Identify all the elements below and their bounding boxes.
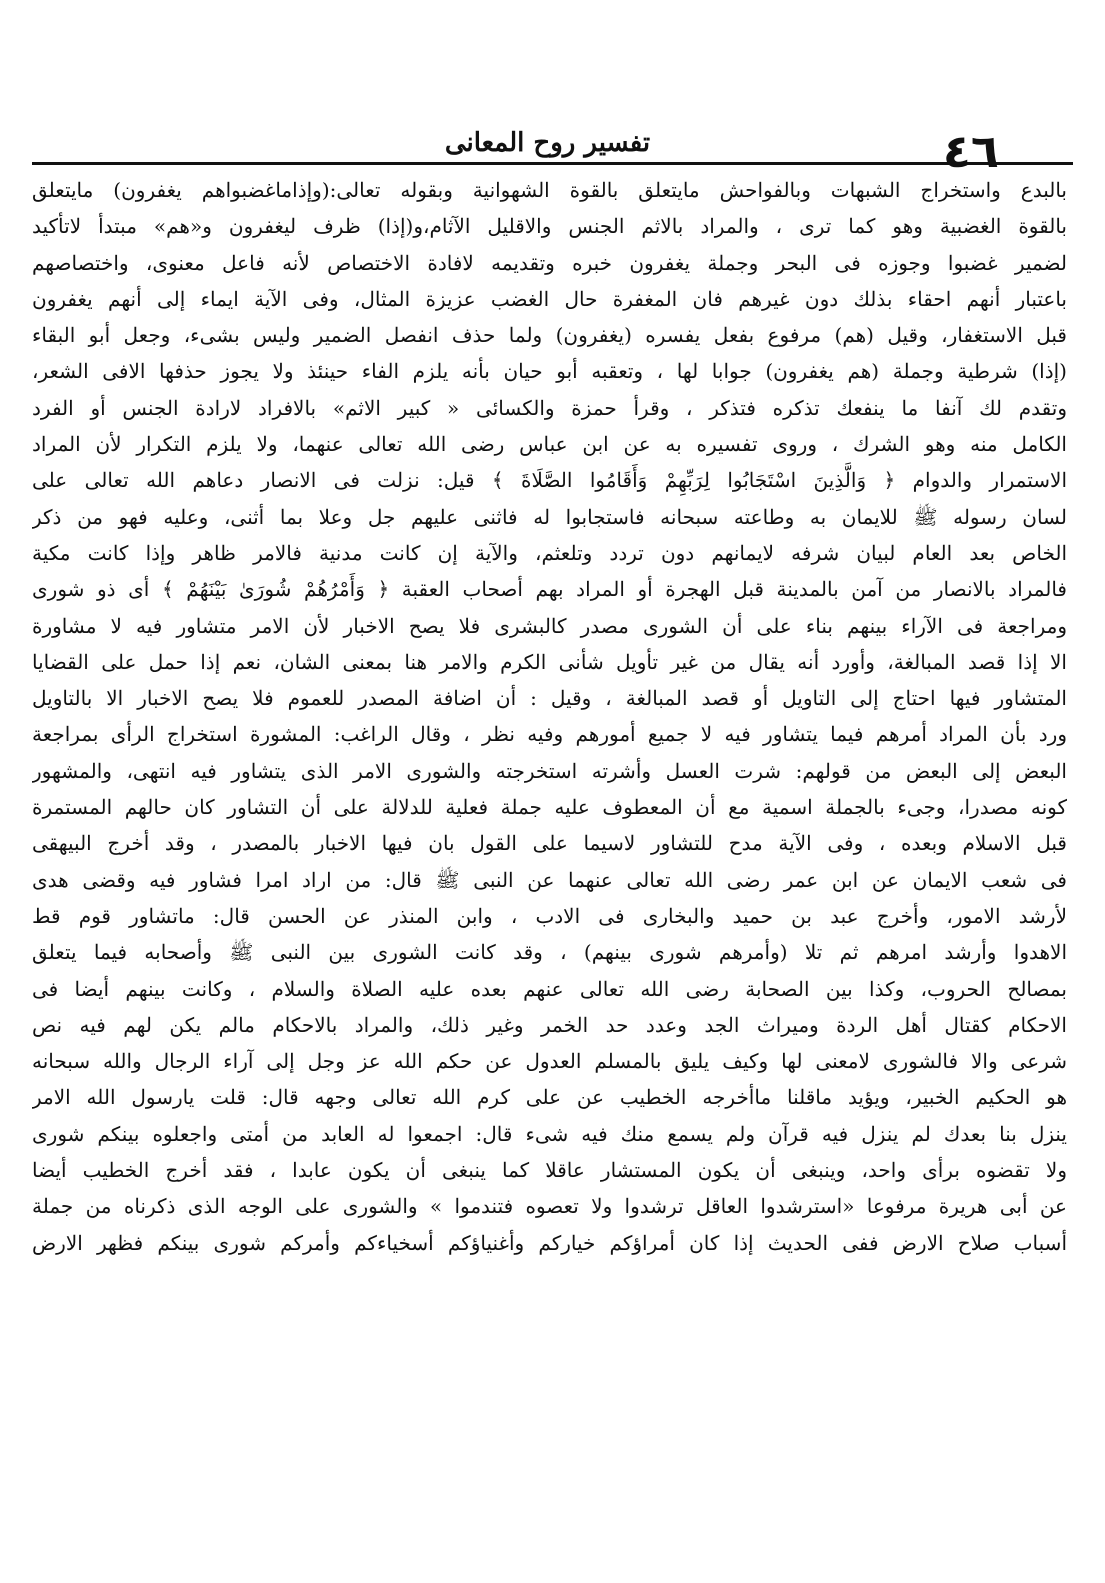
text-line: فى شعب الايمان عن ابن عمر رضى الله تعالى عنهما عن النبى ﷺ قال: من اراد امرا فشاور فيه وقضى هدى bbox=[32, 867, 1067, 892]
text-line: بالبدع واستخراج الشبهات وبالفواحش مايتعلق بالقوة الشهوانية وبقوله تعالى:(وإذاماغضبواهم يغفرون) مايتعلق bbox=[32, 178, 1067, 202]
text-line: قبل الاستغفار، وقيل (هم) مرفوع بفعل يفسره (يغفرون) ولما حذف انفصل الضمير وليس بشىء، وجعل أبو البقاء bbox=[32, 323, 1067, 348]
text-line: الاحكام كقتال أهل الردة وميراث الجد وعدد حد الخمر وغير ذلك، والمراد بالاحكام مالم يكن لهم فيه نص bbox=[32, 1012, 1067, 1037]
text-line: ولا تقضوه برأى واحد، وينبغى أن يكون المستشار عاقلا كما ينبغى أن يكون عابدا ، فقد أخرج الخطيب أيضا bbox=[32, 1158, 1067, 1183]
text-line: فالمراد بالانصار من آمن بالمدينة قبل الهجرة أو المراد بهم أصحاب العقبة ﴿ وَأَمْرُهُمْ شُورَىٰ بَيْنَهُمْ ﴾ أى ذو شورى bbox=[32, 577, 1067, 602]
text-line: وتقدم لك آنفا ما ينفعك تذكره فتذكر ، وقرأ حمزة والكسائى « كبير الاثم» بالافراد لارادة الجنس أو الفرد bbox=[32, 395, 1067, 420]
text-line: الكامل منه وهو الشرك ، وروى تفسيره به عن ابن عباس رضى الله تعالى عنهما، ولا يلزم التكرار لأن المراد bbox=[32, 432, 1067, 457]
text-line: باعتبار أنهم احقاء بذلك دون غيرهم فان المغفرة حال الغضب عزيزة المثال، وفى الآية ايماء إلى أنهم يغفرون bbox=[32, 286, 1067, 311]
text-line: قبل الاسلام وبعده ، وفى الآية مدح للتشاور لاسيما على القول بان فيها الاخبار بالمصدر ، وقد أخرج البيهقى bbox=[32, 831, 1067, 856]
page-header bbox=[30, 0, 1065, 178]
body-text bbox=[32, 172, 1067, 1261]
text-line: لأرشد الامور، وأخرج عبد بن حميد والبخارى فى الادب ، وابن المنذر عن الحسن قال: ماتشاور قوم قط bbox=[32, 903, 1067, 928]
text-line: الخاص بعد العام لبيان شرفه لايمانهم دون تردد وتلعثم، والآية إن كانت مدنية فالامر ظاهر وإذا كانت مكية bbox=[32, 540, 1067, 565]
page-number: ٤٦ bbox=[942, 124, 999, 178]
text-line: المتشاور فيها احتاج إلى التاويل أو قصد المبالغة ، وقيل : أن اضافة المصدر للعموم فلا يصح الاخبار الا بالتاويل bbox=[32, 686, 1067, 711]
text-line: ينزل بنا بعدك لم ينزل فيه قرآن ولم يسمع منك فيه شىء قال: اجمعوا له العابد من أمتى واجعلوه بينكم شورى bbox=[32, 1121, 1067, 1146]
text-line: لسان رسوله ﷺ للايمان به وطاعته سبحانه فاستجابوا له فاثنى عليهم جل وعلا بما أثنى، وعليه فهو من ذكر bbox=[32, 504, 1067, 529]
text-line: ومراجعة فى الآراء بينهم بناء على أن الشورى مصدر كالبشرى فلا يصح الاخبار لأن الامر متشاور فيه لا مشاورة bbox=[32, 613, 1067, 638]
text-line: شرعى والا فالشورى لامعنى لها وكيف يليق بالمسلم العدول عن حكم الله عز وجل إلى آراء الرجال والله سبحانه bbox=[32, 1049, 1067, 1074]
text-line: أسباب صلاح الارض ففى الحديث إذا كان أمراؤكم خياركم وأغنياؤكم أسخياءكم وأمركم شورى بينكم فظهر الارض bbox=[32, 1230, 1067, 1255]
text-line: الاستمرار والدوام ﴿ وَالَّذِينَ اسْتَجَابُوا لِرَبِّهِمْ وَأَقَامُوا الصَّلَاةَ ﴾ قيل: نزلت فى الانصار دعاهم الله تعالى على bbox=[32, 468, 1067, 493]
text-line: الاهدوا وأرشد امرهم ثم تلا (وأمرهم شورى بينهم) ، وقد كانت الشورى بين النبى ﷺ وأصحابه فيما يتعلق bbox=[32, 940, 1067, 965]
text-line: ورد بأن المراد أمرهم فيما يتشاور فيه لا جميع أمورهم وفيه نظر ، وقال الراغب: المشورة استخراج الرأى بمراجعة bbox=[32, 722, 1067, 747]
text-line: عن أبى هريرة مرفوعا «استرشدوا العاقل ترشدوا ولا تعصوه فتندموا » والشورى على الوجه الذى ذكرناه من جملة bbox=[32, 1194, 1067, 1219]
text-line: بمصالح الحروب، وكذا بين الصحابة رضى الله تعالى عنهم بعده عليه الصلاة والسلام ، وكانت بينهم أيضا فى bbox=[32, 976, 1067, 1001]
running-title: تفسير روح المعانى bbox=[444, 128, 651, 158]
text-line: (إذا) شرطية وجملة (هم يغفرون) جوابا لها ، وتعقبه أبو حيان بأنه يلزم الفاء حينئذ ولا يجوز حذفها الافى الشعر، bbox=[32, 359, 1067, 384]
text-line: لضمير غضبوا وجوزه فى البحر وجملة يغفرون خبره وتقديمه لافادة الاختصاص لأنه فاعل معنوى، واختصاصهم bbox=[32, 250, 1067, 275]
text-line: كونه مصدرا، وجىء بالجملة اسمية مع أن المعطوف عليه جملة فعلية للدلالة على أن التشاور كان حالهم المستمرة bbox=[32, 795, 1067, 820]
text-line: البعض إلى البعض من قولهم: شرت العسل وأشرته استخرجته والشورى الامر الذى يتشاور فيه انتهى، والمشهور bbox=[32, 758, 1067, 783]
text-line: الا إذا قصد المبالغة، وأورد أنه يقال من غير تأويل شأنى الكرم والامر هنا بمعنى الشان، نعم إذا حمل على القضايا bbox=[32, 649, 1067, 674]
text-line: هو الحكيم الخبير، ويؤيد ماقلنا ماأخرجه الخطيب عن على كرم الله تعالى وجهه قال: قلت يارسول الله الامر bbox=[32, 1085, 1067, 1110]
header-rule bbox=[32, 162, 1073, 165]
text-line: بالقوة الغضبية وهو كما ترى ، والمراد بالاثم الجنس والاقليل الآثام،و(إذا) ظرف ليغفرون و«هم» مبتدأ لاتأكيد bbox=[32, 214, 1067, 239]
